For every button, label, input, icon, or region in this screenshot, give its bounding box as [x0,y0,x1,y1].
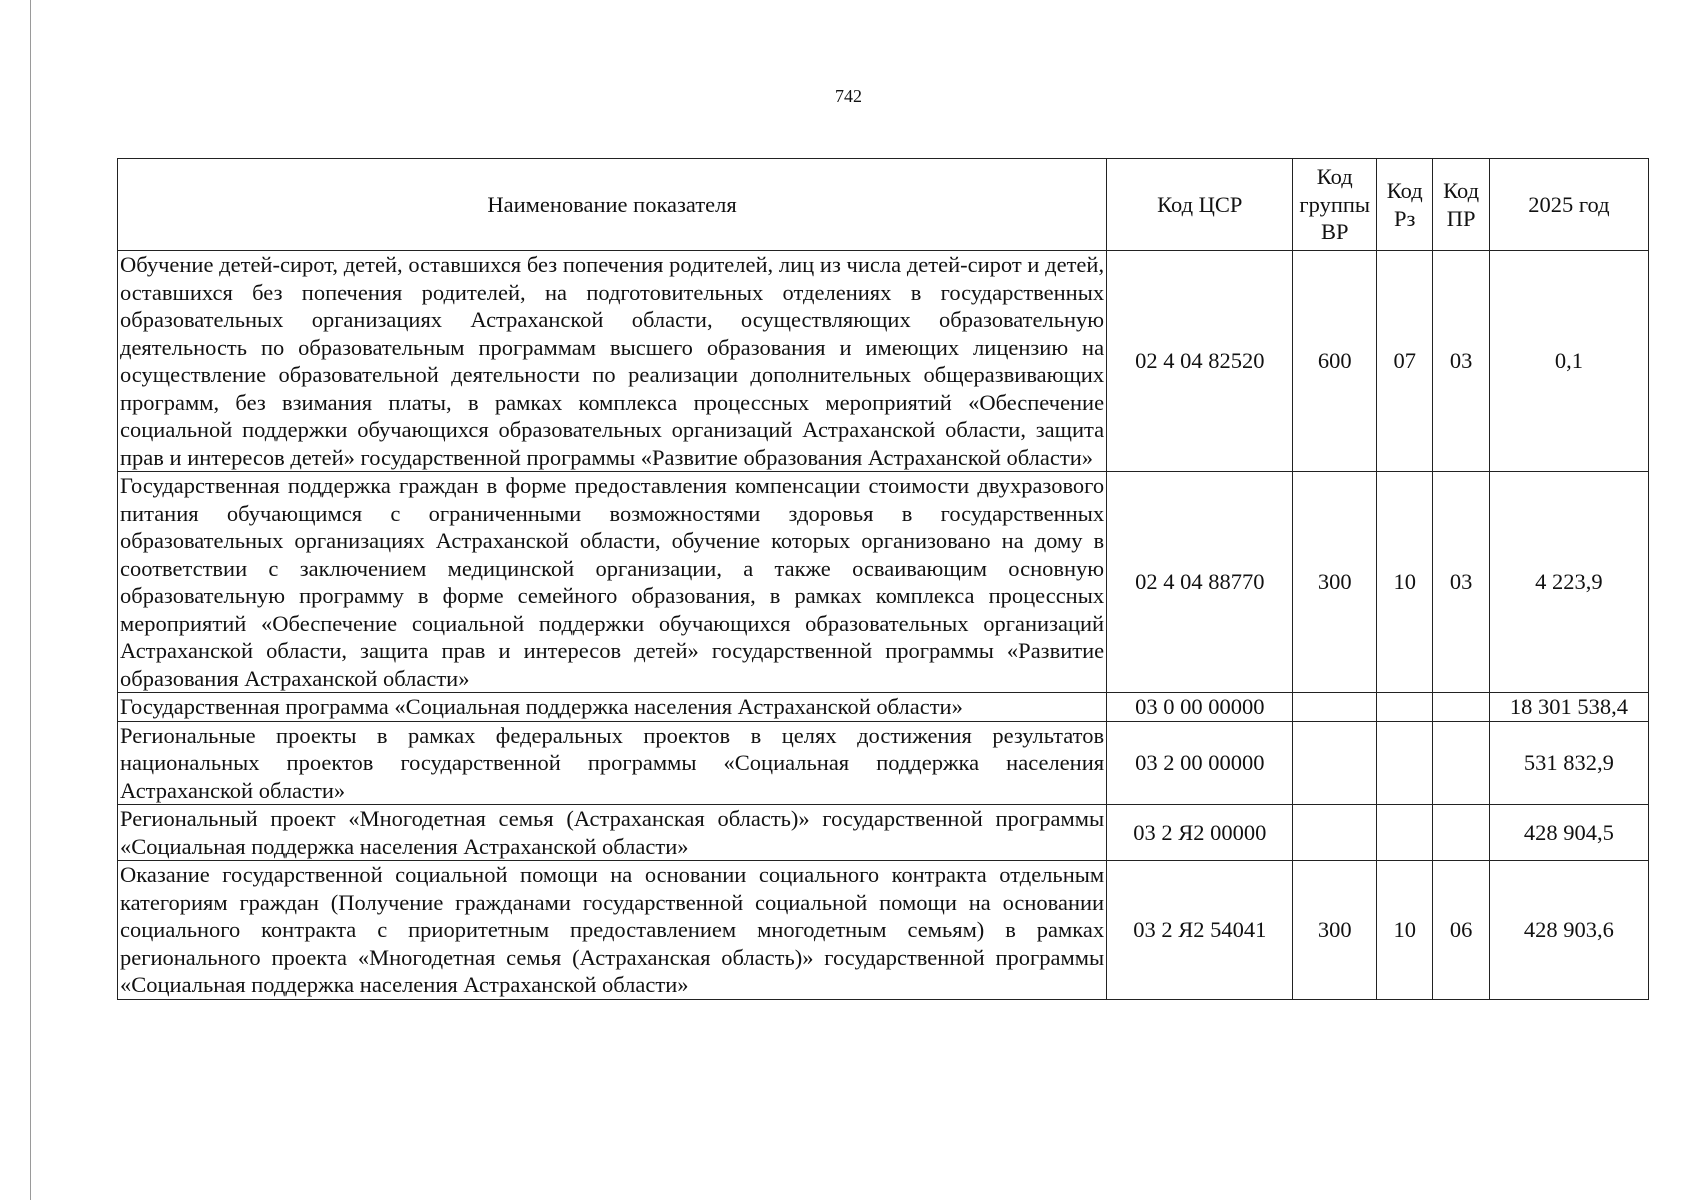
row-amount-cell: 531 832,9 [1489,721,1648,805]
row-vr-cell: 600 [1293,251,1377,472]
row-vr-cell [1293,805,1377,861]
header-csr: Код ЦСР [1107,159,1293,251]
row-rz-cell [1377,805,1433,861]
binding-margin-line [30,0,31,1200]
row-pr-cell: 06 [1433,861,1489,1000]
row-pr-cell [1433,805,1489,861]
header-vr: Код группы ВР [1293,159,1377,251]
table-row [118,251,1649,472]
row-pr-cell: 03 [1433,251,1489,472]
row-vr-cell: 300 [1293,861,1377,1000]
row-rz-cell [1377,721,1433,805]
table-row [118,693,1649,722]
row-csr-cell: 02 4 04 82520 [1107,251,1293,472]
row-csr-cell: 03 2 Я2 54041 [1107,861,1293,1000]
row-vr-cell [1293,693,1377,722]
row-pr-cell [1433,721,1489,805]
table-header-row [118,159,1649,251]
row-pr-cell: 03 [1433,472,1489,693]
row-name-cell: Государственная поддержка граждан в форме предоставления компенсации стоимости двухразового питания обучающимся с ограниченными возможностями здоровья в государственных образовательных организациях Астраханской области, обучение которых организовано на дому в соответствии с заключением медицинской организации, а также осваивающим основную образовательную программу в форме семейного образования, в рамках комплекса процессных мероприятий «Обеспечение социальной поддержки обучающихся образовательных организаций Астраханской области, защита прав и интересов детей» государственной программы «Развитие образования Астраханской области» [118,472,1107,693]
header-name: Наименование показателя [118,159,1107,251]
row-csr-cell: 03 2 Я2 00000 [1107,805,1293,861]
row-amount-cell: 0,1 [1489,251,1648,472]
row-name-cell: Региональные проекты в рамках федеральных проектов в целях достижения результатов национальных проектов государственной программы «Социальная поддержка населения Астраханской области» [118,721,1107,805]
row-amount-cell: 428 904,5 [1489,805,1648,861]
page-number: 742 [835,86,862,106]
row-vr-cell [1293,721,1377,805]
table-row [118,861,1649,1000]
row-rz-cell: 10 [1377,861,1433,1000]
row-amount-cell: 428 903,6 [1489,861,1648,1000]
budget-table [117,158,1649,1000]
row-name-cell: Обучение детей-сирот, детей, оставшихся без попечения родителей, лиц из числа детей-сирот и детей, оставшихся без попечения родителей, на подготовительных отделениях в государственных образовательных организациях Астраханской области, осуществляющих образовательную деятельность по образовательным программам высшего образования и имеющих лицензию на осуществление образовательной деятельности по реализации дополнительных общеразвивающих программ, без взимания платы, в рамках комплекса процессных мероприятий «Обеспечение социальной поддержки обучающихся образовательных организаций Астраханской области, защита прав и интересов детей» государственной программы «Развитие образования Астраханской области» [118,251,1107,472]
row-name-cell: Оказание государственной социальной помощи на основании социального контракта отдельным категориям граждан (Получение гражданами государственной социальной помощи на основании социального контракта с приоритетным предоставлением многодетным семьям) в рамках регионального проекта «Многодетная семья (Астраханская область)» государственной программы «Социальная поддержка населения Астраханской области» [118,861,1107,1000]
row-rz-cell: 10 [1377,472,1433,693]
row-amount-cell: 18 301 538,4 [1489,693,1648,722]
row-vr-cell: 300 [1293,472,1377,693]
header-rz: Код Рз [1377,159,1433,251]
header-pr: Код ПР [1433,159,1489,251]
header-year: 2025 год [1489,159,1648,251]
row-pr-cell [1433,693,1489,722]
row-amount-cell: 4 223,9 [1489,472,1648,693]
row-name-cell: Региональный проект «Многодетная семья (Астраханская область)» государственной программы «Социальная поддержка населения Астраханской области» [118,805,1107,861]
table-row [118,472,1649,693]
row-rz-cell [1377,693,1433,722]
table-row [118,805,1649,861]
row-csr-cell: 02 4 04 88770 [1107,472,1293,693]
row-csr-cell: 03 0 00 00000 [1107,693,1293,722]
row-rz-cell: 07 [1377,251,1433,472]
row-csr-cell: 03 2 00 00000 [1107,721,1293,805]
row-name-cell: Государственная программа «Социальная поддержка населения Астраханской области» [118,693,1107,722]
table-row [118,721,1649,805]
